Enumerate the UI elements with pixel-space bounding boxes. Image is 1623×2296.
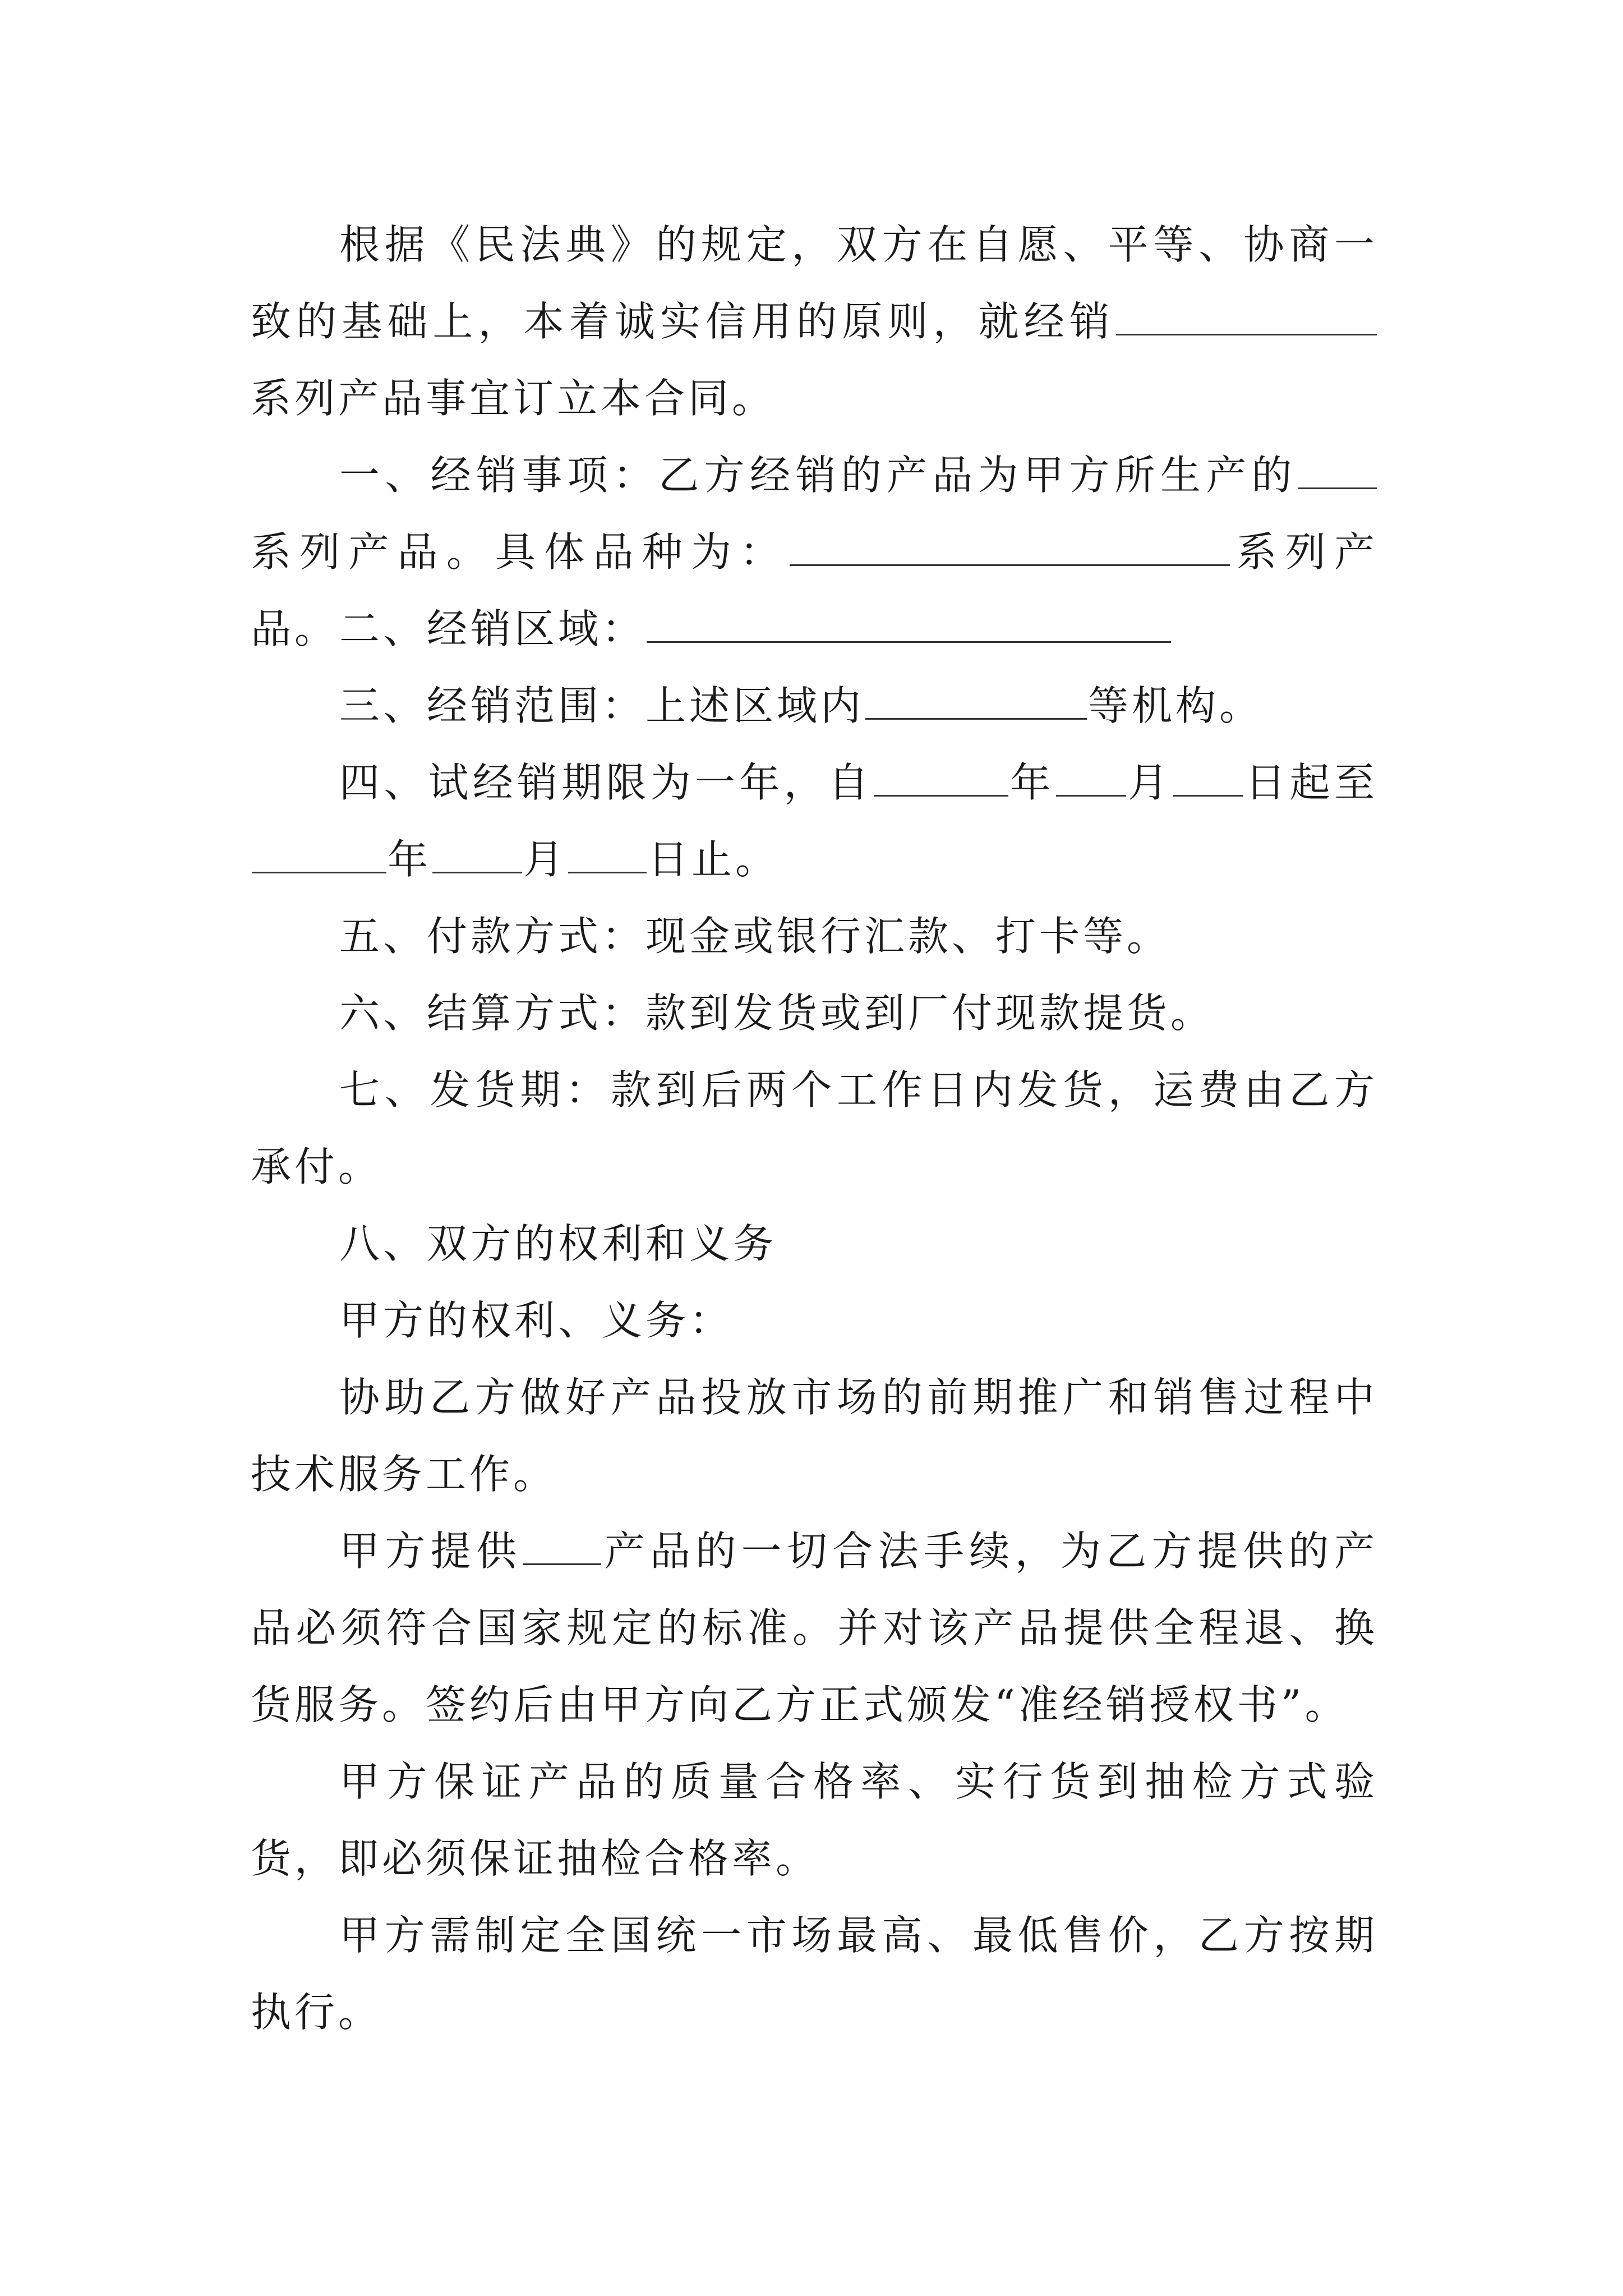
paragraph-text: 协助乙方做好产品投放市场的前期推广和销售过程中技术服务工作。 [251,1374,1378,1498]
paragraph-text: 日起至 [1244,759,1378,806]
blank-line [568,838,647,873]
paragraph-text: 一、经销事项：乙方经销的产品为甲方所生产的 [339,452,1297,499]
paragraph-item-5 [251,898,1378,975]
paragraph-item-4 [251,744,1378,898]
paragraph-text: 三、经销范围：上述区域内 [339,682,865,729]
blank-line [1116,300,1377,335]
blank-line [790,531,1230,566]
paragraph-party-a-heading [251,1282,1378,1359]
blank-line [1056,761,1126,797]
paragraph-item-7 [251,1052,1378,1205]
paragraph-text: 二、经销区域： [339,605,646,652]
paragraph-preamble [251,206,1378,437]
paragraph-text: 甲方的权利、义务： [339,1297,734,1344]
paragraph-text: 甲方保证产品的质量合格率、实行货到抽检方式验货，即必须保证抽检合格率。 [251,1758,1378,1882]
paragraph-party-a-duty-2 [251,1513,1378,1743]
paragraph-text: 根据《民法典》的规定，双方在自愿、平等、协商一致的基础上，本着诚实信用的原则，就经销 [251,221,1378,345]
blank-line [865,684,1087,720]
paragraph-text: 年 [1009,759,1055,806]
paragraph-text: 等机构。 [1088,682,1264,729]
blank-line [432,838,522,873]
paragraph-party-a-duty-4 [251,1897,1378,2051]
blank-line [1173,761,1243,797]
paragraph-text: 五、付款方式：现金或银行汇款、打卡等。 [339,913,1171,960]
paragraph-text: 系列产品。 [251,528,1378,652]
paragraph-text: 四、试经销期限为一年，自 [339,759,873,806]
paragraph-text: 六、结算方式：款到发货或到厂付现款提货。 [339,990,1215,1037]
paragraph-text: 八、双方的权利和义务 [339,1220,777,1267]
paragraph-party-a-duty-3 [251,1743,1378,1897]
blank-line [874,761,1008,797]
paragraph-item-8 [251,1205,1378,1282]
paragraph-text: 产品的一切合法手续，为乙方提供的产品必须符合国家规定的标准。并对该产品提供全程退、换货服务。签约后由甲方向乙方正式颁发“准经销授权书”。 [251,1527,1378,1728]
paragraph-text: 甲方需制定全国统一市场最高、最低售价，乙方按期执行。 [251,1912,1378,2036]
paragraph-text: 年 [388,836,432,883]
paragraph-item-6 [251,975,1378,1052]
paragraph-text: 系列产品事宜订立本合同。 [251,375,776,422]
paragraph-text: 七、发货期：款到后两个工作日内发货，运费由乙方承付。 [251,1066,1378,1190]
paragraph-text: 甲方提供 [339,1527,522,1575]
paragraph-text: 月 [523,836,568,883]
blank-line [252,838,386,873]
paragraph-party-a-duty-1 [251,1359,1378,1513]
blank-line [647,608,1171,643]
paragraph-item-2 [251,591,1378,668]
contract-body [251,206,1378,2051]
paragraph-text: 月 [1127,759,1173,806]
paragraph-text: 系列产品。具体品种为： [251,528,789,576]
blank-line [523,1530,601,1565]
paragraph-text: 日止。 [648,836,780,883]
paragraph-item-3 [251,668,1378,744]
blank-line [1298,454,1377,489]
